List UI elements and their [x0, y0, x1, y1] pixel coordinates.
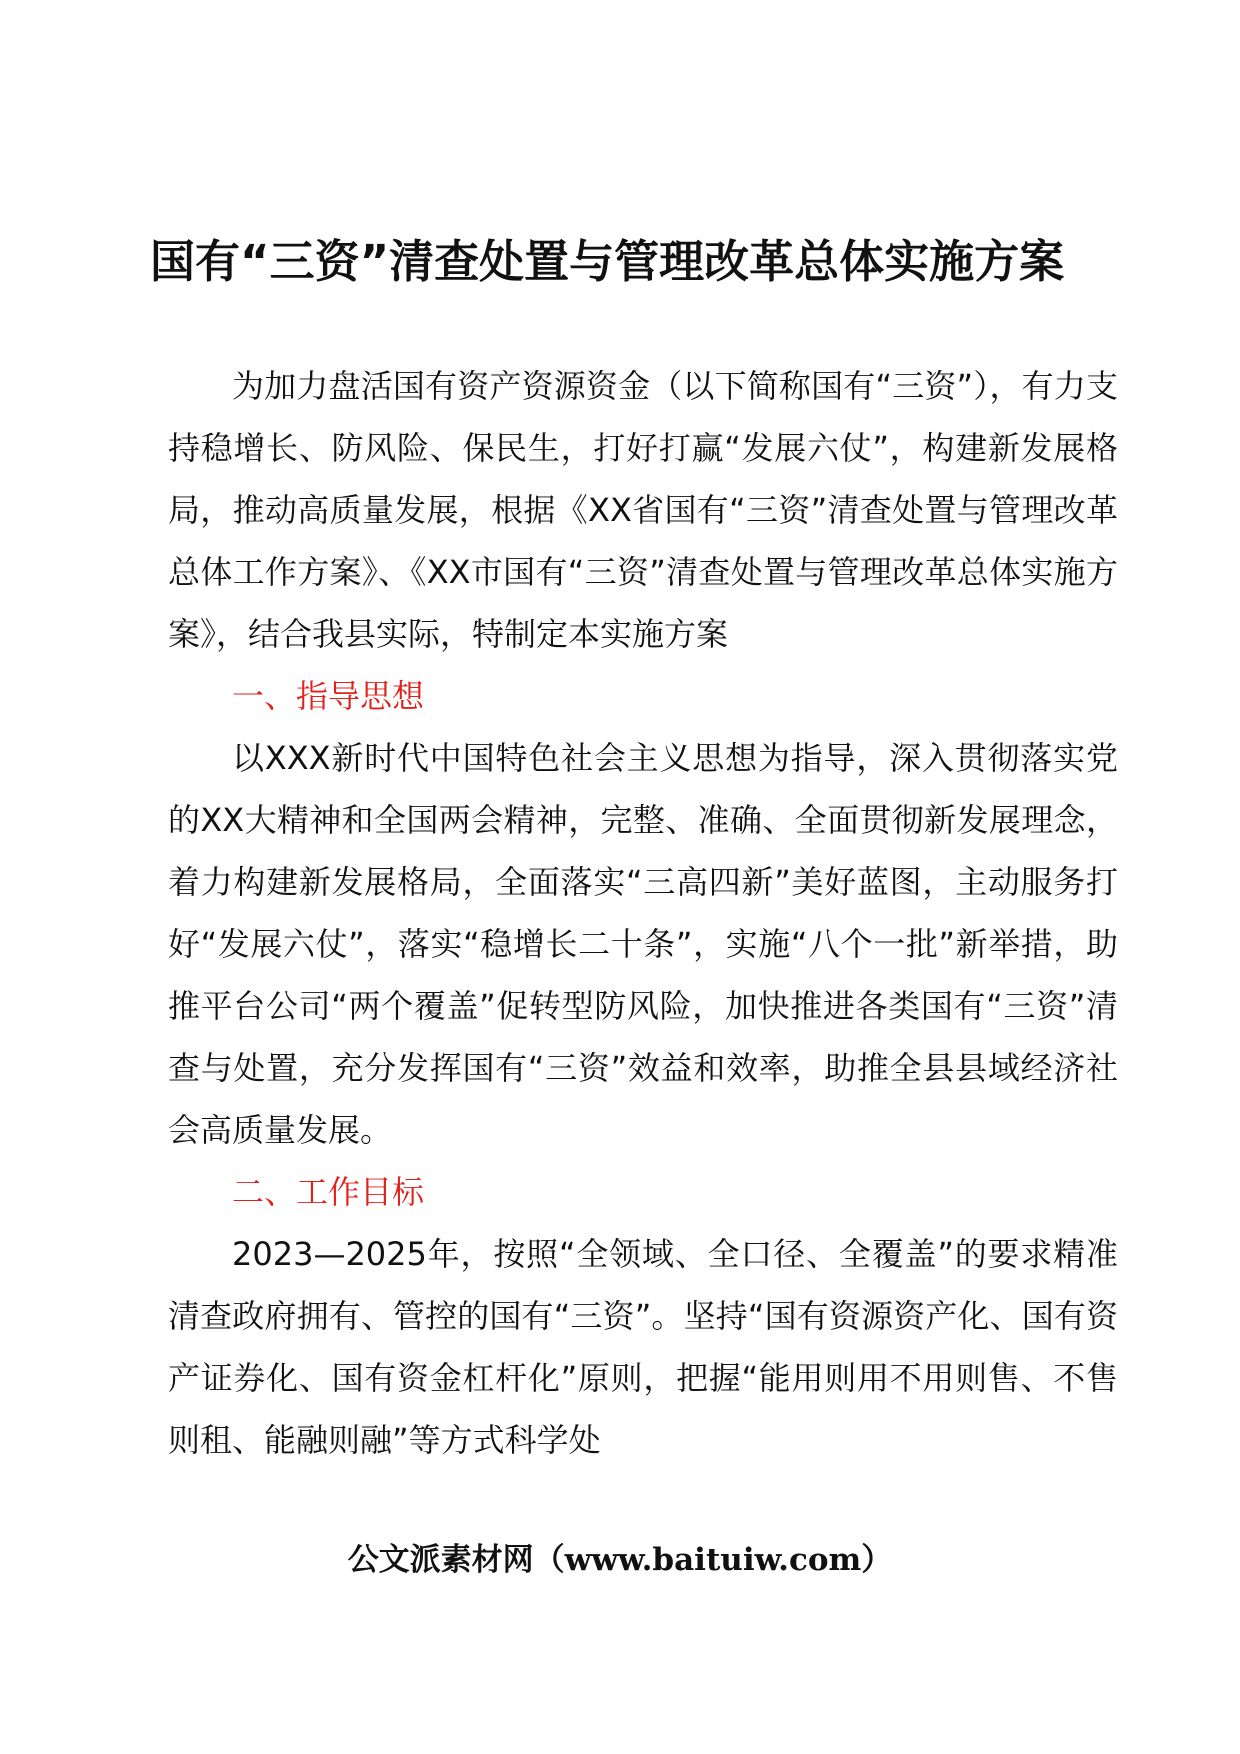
intro-paragraph: 为加力盘活国有资产资源资金（以下简称国有“三资”），有力支持稳增长、防风险、保民生，打好打赢“发展六仗”，构建新发展格局，推动高质量发展，根据《XX省国有“三资”清查处置与管理改革总体工作方案》、《XX市国有“三资”清查处置与管理改革总体实施方案》，结合我县实际，特制定本实施方案	[168, 367, 1118, 653]
footer-source: 公文派素材网（www.baituiw.com）	[347, 1542, 893, 1578]
section-heading-work-goals: 二、工作目标	[232, 1173, 425, 1211]
document-title: 国有“三资”清查处置与管理改革总体实施方案	[150, 235, 1065, 288]
section-paragraph-work-goals: 2023—2025年，按照“全领域、全口径、全覆盖”的要求精准清查政府拥有、管控的国有“三资”。坚持“国有资源资产化、国有资产证券化、国有资金杠杆化”原则，把握“能用则用不用则售、不售则租、能融则融”等方式科学处	[168, 1235, 1118, 1459]
section-heading-guiding-ideology: 一、指导思想	[232, 677, 425, 715]
document-body	[168, 355, 1118, 1471]
section-paragraph-guiding-ideology: 以XXX新时代中国特色社会主义思想为指导，深入贯彻落实党的XX大精神和全国两会精神，完整、准确、全面贯彻新发展理念，着力构建新发展格局，全面落实“三高四新”美好蓝图，主动服务打好“发展六仗”，落实“稳增长二十条”，实施“八个一批”新举措，助推平台公司“两个覆盖”促转型防风险，加快推进各类国有“三资”清查与处置，充分发挥国有“三资”效益和效率，助推全县县域经济社会高质量发展。	[168, 739, 1118, 1149]
